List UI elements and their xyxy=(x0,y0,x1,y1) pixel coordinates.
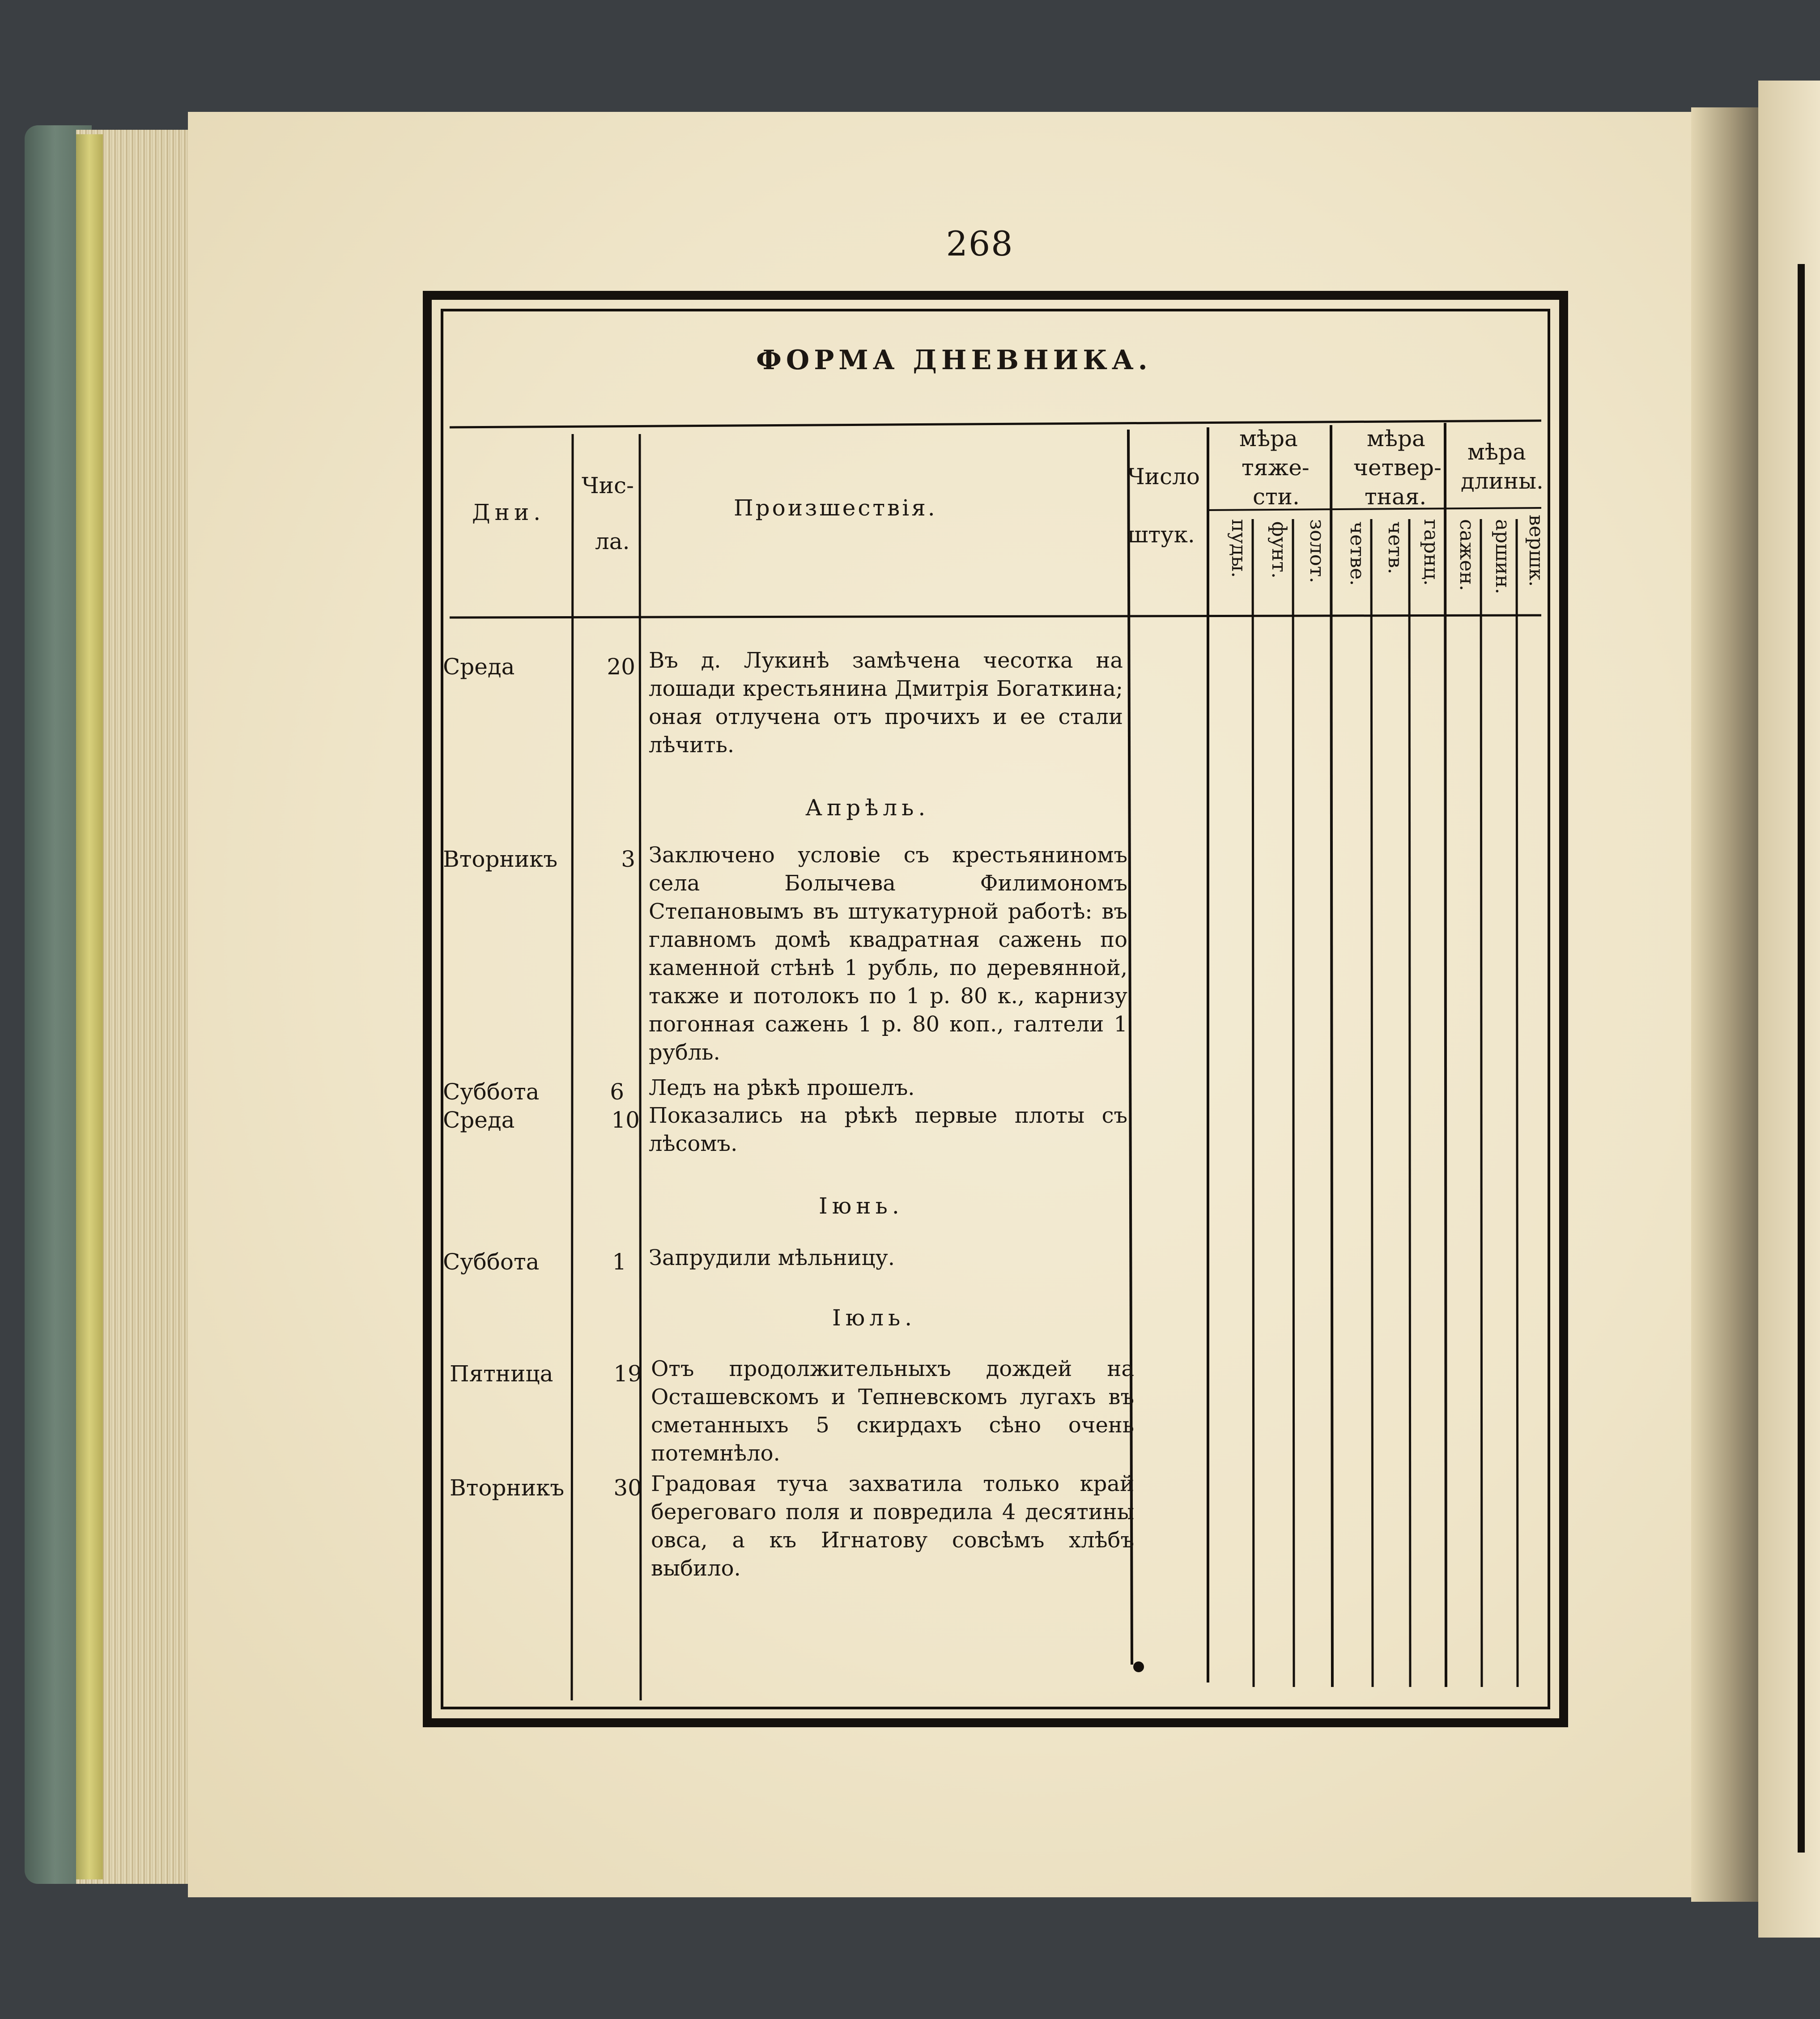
month-heading: Іюнь. xyxy=(819,1193,904,1219)
header-weight-line3: сти. xyxy=(1253,484,1300,510)
unit-weight-2: фунт. xyxy=(1267,521,1290,579)
header-weight-line1: мѣра xyxy=(1239,426,1298,452)
entry-day: Вторникъ xyxy=(450,1475,565,1501)
header-events: Произшествія. xyxy=(734,495,937,521)
col-rule-length-1 xyxy=(1481,519,1482,1687)
col-rule-weight xyxy=(1331,425,1332,1687)
col-rule-weight-1 xyxy=(1253,519,1254,1687)
col-rule-volume xyxy=(1445,423,1446,1687)
header-length-line2: длины. xyxy=(1461,468,1544,494)
entry-number: 1 xyxy=(612,1249,626,1275)
header-numbers-line2: ла. xyxy=(595,528,630,554)
entry-day: Суббота xyxy=(443,1249,540,1275)
unit-length-1: сажен. xyxy=(1455,519,1478,591)
entry-event: Отъ продолжительныхъ дождей на Осташевскомъ и Тепневскомъ лугахъ въ сметанныхъ 5 скирдахъ сѣно очень потемнѣло. xyxy=(651,1356,1134,1466)
entry-event: Заключено условіе съ крестьяниномъ села Болычева Филимономъ Степановымъ въ штукатурной работѣ: въ главномъ домѣ квадратная сажень по каменной стѣнѣ 1 рубль, по деревянной, также и потолокъ по 1 р. 80 к., карнизу погонная сажень 1 р. 80 коп., галтели 1 рубль. xyxy=(649,843,1127,1065)
header-weight-line2: тяже- xyxy=(1242,455,1310,481)
entry-event: Ледъ на рѣкѣ прошелъ. xyxy=(649,1075,915,1100)
entry-day: Суббота xyxy=(443,1079,540,1105)
col-rule-numbers xyxy=(640,434,641,1700)
header-length-line1: мѣра xyxy=(1467,439,1526,465)
header-count-line1: Число xyxy=(1127,464,1200,490)
entry-event: Запрудили мѣльницу. xyxy=(649,1245,895,1270)
header-bottom-rule xyxy=(450,615,1541,618)
form-title: ФОРМА ДНЕВНИКА. xyxy=(756,345,1152,376)
entry-number: 20 xyxy=(607,654,635,680)
col-rule-length-2 xyxy=(1517,519,1518,1687)
entry-day: Среда xyxy=(443,654,515,680)
page-number: 268 xyxy=(946,224,1014,264)
col-rule-volume-1 xyxy=(1371,519,1373,1687)
unit-weight-1: пуды. xyxy=(1227,519,1250,578)
header-count-line2: штук. xyxy=(1127,522,1195,548)
col-rule-volume-2 xyxy=(1409,519,1410,1687)
month-heading: Апрѣль. xyxy=(805,795,930,821)
header-volume-line2: четвер- xyxy=(1353,455,1442,481)
col-rule-weight-2 xyxy=(1293,519,1294,1687)
entry-event: Градовая туча захватила только край береговаго поля и повредила 4 десятины овса, а къ Игнатову совсѣмъ хлѣбъ выбило. xyxy=(651,1471,1134,1581)
entry-number: 30 xyxy=(613,1475,642,1501)
header-numbers-line1: Чис- xyxy=(582,473,634,498)
entry-number: 3 xyxy=(621,846,635,872)
unit-length-3: вершк. xyxy=(1525,515,1548,587)
unit-weight-3: золот. xyxy=(1305,519,1328,584)
ink-dot xyxy=(1133,1661,1144,1672)
header-volume-line3: тная. xyxy=(1365,484,1427,510)
entry-number: 10 xyxy=(611,1107,640,1133)
entry-event: Показались на рѣкѣ первые плоты съ лѣсомъ. xyxy=(649,1103,1127,1156)
entry-day: Среда xyxy=(443,1107,515,1133)
unit-volume-1: четве. xyxy=(1346,521,1369,586)
month-heading: Іюль. xyxy=(832,1305,917,1331)
col-rule-days xyxy=(572,434,573,1700)
unit-volume-2: четв. xyxy=(1384,521,1407,575)
header-days: Дни. xyxy=(472,499,545,525)
entry-event: Въ д. Лукинѣ замѣчена чесотка на лошади крестьянина Дмитрія Богаткина; оная отлучена отъ прочихъ и ее стали лѣчить. xyxy=(649,648,1123,758)
entry-number: 6 xyxy=(610,1079,624,1105)
unit-length-2: аршин. xyxy=(1491,519,1514,594)
entry-number: 19 xyxy=(613,1361,642,1387)
entry-day: Пятница xyxy=(450,1361,553,1387)
unit-volume-3: гарнц. xyxy=(1420,519,1442,586)
entry-day: Вторникъ xyxy=(443,846,558,872)
header-volume-line1: мѣра xyxy=(1367,426,1425,452)
